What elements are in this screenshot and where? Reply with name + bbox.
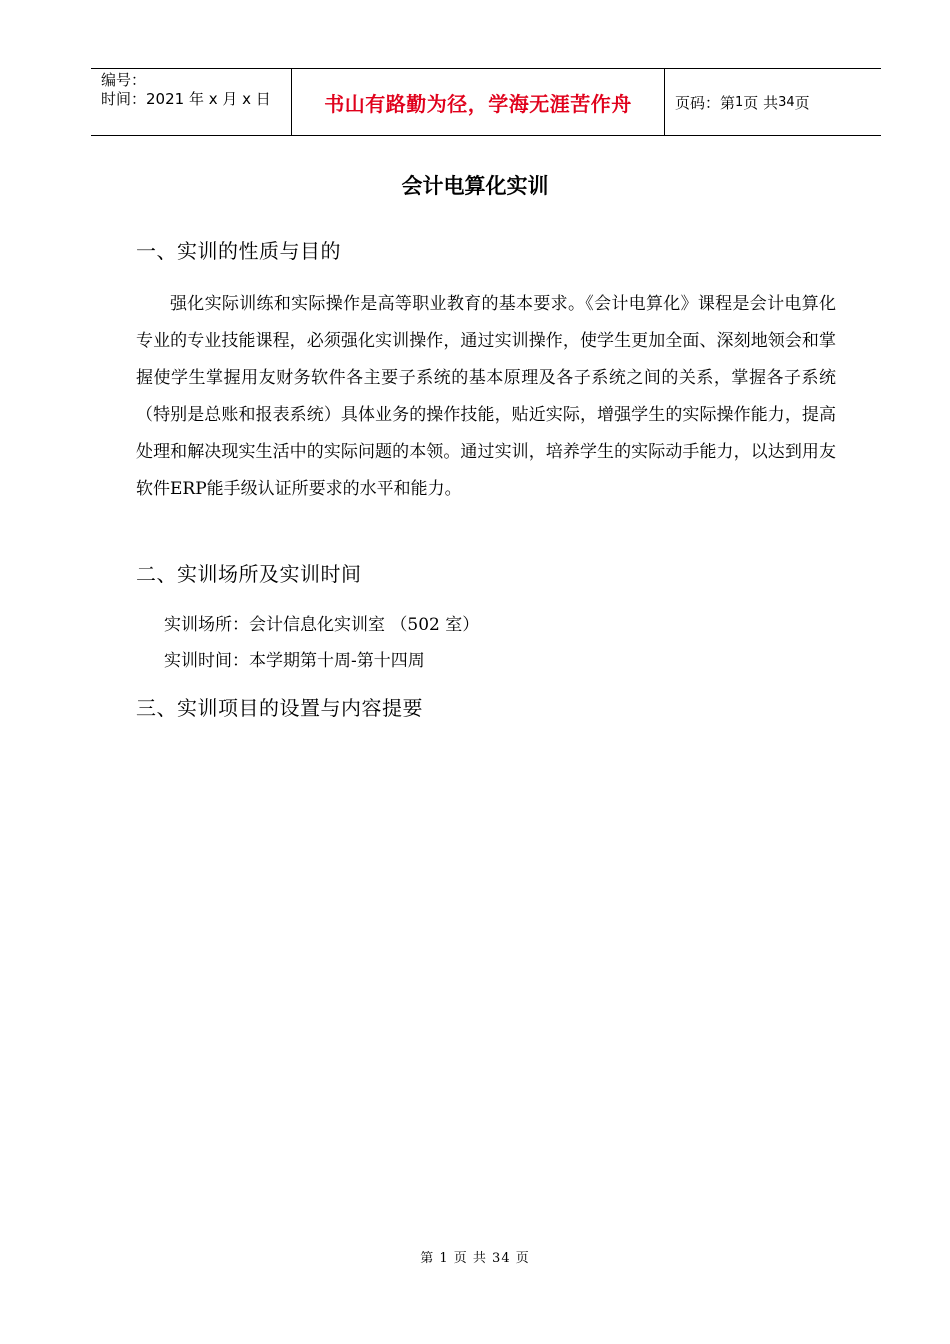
page-mid: 页 共 [743, 93, 779, 112]
page-footer: 第 1 页 共 34 页 [420, 1251, 530, 1266]
training-place: 实训场所：会计信息化实训室 （502 室） [164, 615, 480, 635]
section-heading-1: 一、实训的性质与目的 [136, 239, 341, 263]
page-prefix: 页码：第 [675, 93, 736, 112]
header-page-number [665, 69, 881, 135]
section-1-paragraph: 强化实际训练和实际操作是高等职业教育的基本要求。《会计电算化》课程是会计电算化专业的专业技能课程，必须强化实训操作，通过实训操作，使学生更加全面、深刻地领会和掌握使学生掌握用友财务软件各主要子系统的基本原理及各子系统之间的关系，掌握各子系统（特别是总账和报表系统）具体业务的操作技能，贴近实际，增强学生的实际操作能力，提高处理和解决现实生活中的实际问题的本领。通过实训，培养学生的实际动手能力，以达到用友软件ERP能手级认证所要求的水平和能力。 [136, 294, 836, 499]
page-total: 34 [778, 94, 795, 110]
header-motto: 书山有路勤为径，学海无涯苦作舟 [292, 69, 665, 135]
section-heading-2: 二、实训场所及实训时间 [136, 562, 362, 586]
document-time: 时间：2021 年 x 月 x 日 [101, 90, 271, 108]
page-suffix: 页 [794, 93, 810, 112]
section-heading-3: 三、实训项目的设置与内容提要 [136, 696, 423, 720]
page-current: 1 [735, 94, 744, 110]
header-meta [91, 69, 292, 135]
page-header [91, 68, 881, 136]
document-number: 编号： [101, 71, 147, 89]
document-title: 会计电算化实训 [401, 174, 549, 198]
training-time: 实训时间：本学期第十周-第十四周 [164, 651, 425, 671]
